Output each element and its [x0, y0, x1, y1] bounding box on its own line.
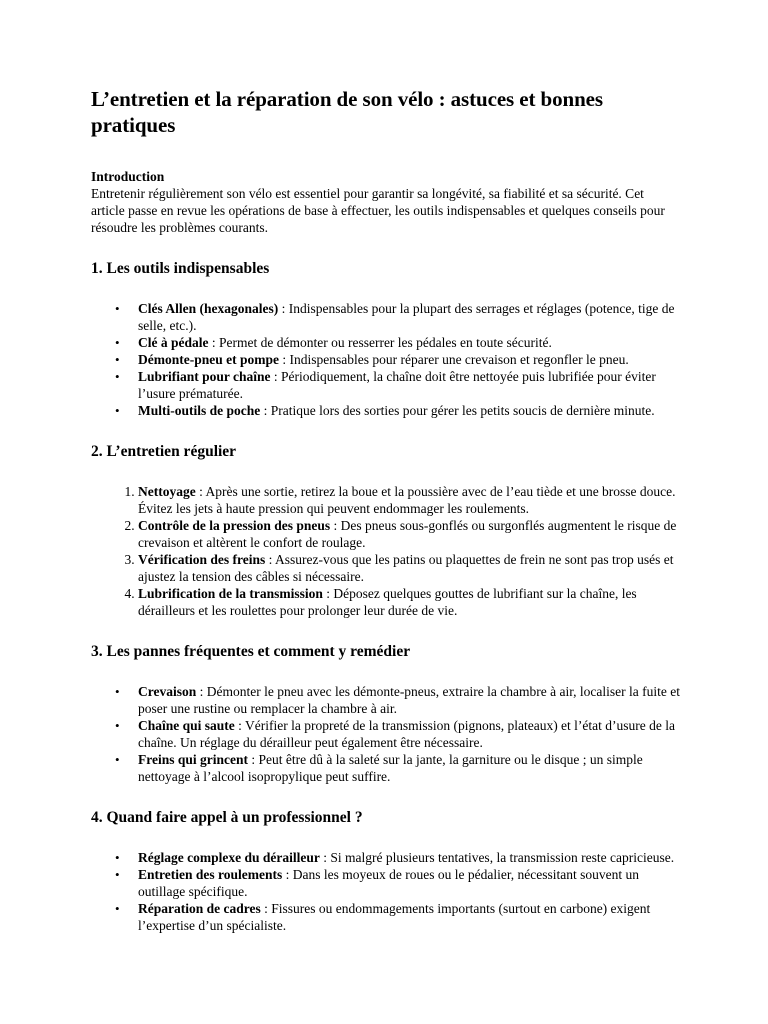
item-term: Démonte-pneu et pompe [138, 352, 279, 367]
list-item [138, 900, 681, 934]
section-heading-professional: 4. Quand faire appel à un professionnel ? [91, 809, 363, 826]
item-text: : Permet de démonter ou resserrer les pédales en toute sécurité. [208, 335, 552, 350]
list-item [138, 585, 681, 619]
item-text: : Peut être dû à la saleté sur la jante, la garniture ou le disque ; un simple nettoyage à l’alcool isopropylique peut suffire. [138, 752, 643, 784]
intro-paragraph: Entretenir régulièrement son vélo est essentiel pour garantir sa longévité, sa fiabilité et sa sécurité. Cet article passe en revue les opérations de base à effectuer, les outils indispensables et quelques conseils pour résoudre les problèmes courants. [91, 186, 665, 235]
section-heading-maintenance: 2. L’entretien régulier [91, 443, 237, 460]
item-text: : Déposez quelques gouttes de lubrifiant sur la chaîne, les dérailleurs et les roulettes pour prolonger leur durée de vie. [138, 586, 637, 618]
item-term: Chaîne qui saute [138, 718, 235, 733]
section-heading-breakdowns: 3. Les pannes fréquentes et comment y remédier [91, 643, 411, 660]
item-term: Réglage complexe du dérailleur [138, 850, 320, 865]
list-item [138, 717, 681, 751]
item-text: : Pratique lors des sorties pour gérer les petits soucis de dernière minute. [260, 403, 655, 418]
item-term: Nettoyage [138, 484, 196, 499]
item-text: : Vérifier la propreté de la transmission (pignons, plateaux) et l’état d’usure de la chaîne. Un réglage du dérailleur peut également être nécessaire. [138, 718, 676, 750]
list-item [138, 551, 681, 585]
list-item [138, 368, 681, 402]
list-item [138, 849, 681, 866]
intro-heading: Introduction [91, 169, 165, 184]
item-text: : Périodiquement, la chaîne doit être nettoyée puis lubrifiée pour éviter l’usure prématurée. [138, 369, 656, 401]
item-term: Multi-outils de poche [138, 403, 261, 418]
item-term: Lubrification de la transmission [138, 586, 323, 601]
list-item [138, 334, 681, 351]
list-item [138, 351, 681, 368]
list-item [138, 300, 681, 334]
list-item [138, 402, 681, 419]
item-text: : Après une sortie, retirez la boue et la poussière avec de l’eau tiède et une brosse douce. Évitez les jets à haute pression qui peuvent endommager les roulements. [138, 484, 676, 516]
item-term: Entretien des roulements [138, 867, 283, 882]
professional-list [91, 849, 681, 934]
item-text: : Si malgré plusieurs tentatives, la transmission reste capricieuse. [319, 850, 675, 865]
item-term: Vérification des freins [138, 552, 266, 567]
item-text: : Démonter le pneu avec les démonte-pneus, extraire la chambre à air, localiser la fuite et poser une rustine ou remplacer la chambre à air. [138, 684, 681, 716]
breakdowns-list [91, 683, 681, 785]
maintenance-list [91, 483, 681, 619]
tools-list [91, 300, 681, 419]
list-item [138, 751, 681, 785]
item-term: Clé à pédale [138, 335, 209, 350]
page-title: L’entretien et la réparation de son vélo : astuces et bonnes pratiques [91, 87, 603, 137]
item-term: Freins qui grincent [138, 752, 249, 767]
item-text: : Dans les moyeux de roues ou le pédalier, nécessitant souvent un outillage spécifique. [138, 867, 639, 899]
list-item [138, 866, 681, 900]
list-item [138, 517, 681, 551]
list-item [138, 483, 681, 517]
document-body [91, 86, 681, 958]
item-term: Contrôle de la pression des pneus [138, 518, 331, 533]
item-text: : Fissures ou endommagements importants (surtout en carbone) exigent l’expertise d’un spécialiste. [138, 901, 651, 933]
item-term: Réparation de cadres [138, 901, 261, 916]
item-term: Crevaison [138, 684, 197, 699]
item-term: Clés Allen (hexagonales) [138, 301, 279, 316]
section-heading-tools: 1. Les outils indispensables [91, 260, 270, 277]
item-text: : Assurez-vous que les patins ou plaquettes de frein ne sont pas trop usés et ajustez la tension des câbles si nécessaire. [138, 552, 674, 584]
item-text: : Des pneus sous-gonflés ou surgonflés augmentent le risque de crevaison et altèrent le confort de roulage. [138, 518, 677, 550]
list-item [138, 683, 681, 717]
item-term: Lubrifiant pour chaîne [138, 369, 271, 384]
item-text: : Indispensables pour réparer une crevaison et regonfler le pneu. [279, 352, 629, 367]
item-text: : Indispensables pour la plupart des serrages et réglages (potence, tige de selle, etc.). [138, 301, 675, 333]
